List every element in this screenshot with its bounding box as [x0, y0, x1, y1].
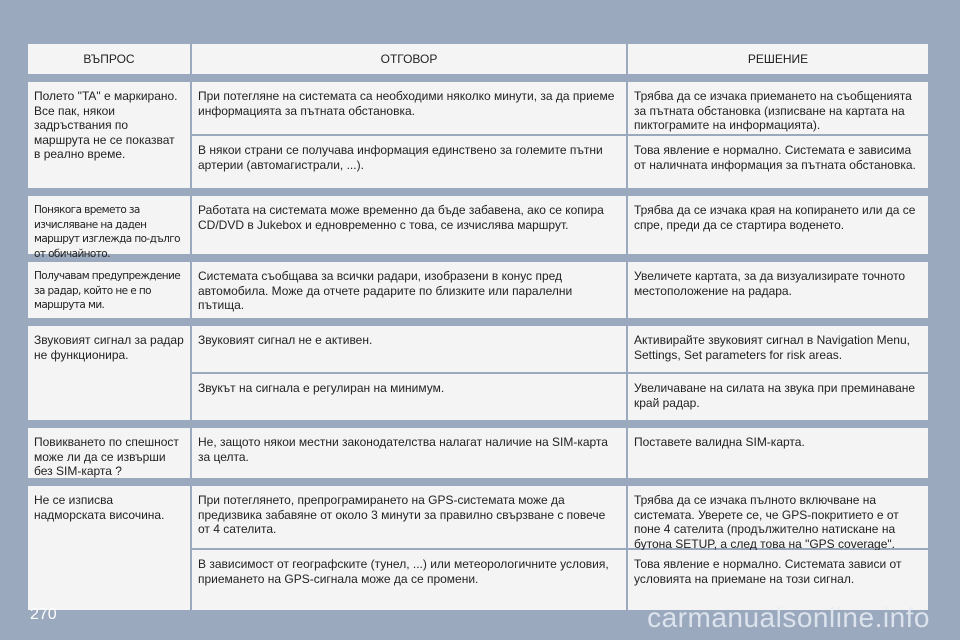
solution-cell: Трябва да се изчака пълното включване на системата. Уверете се, че GPS-покритието е от поне 4 сателита (продължително натискане на бутона SETUP, а след това на "GPS coverage".	[628, 486, 928, 548]
question-cell: Повикването по спешност може ли да се извърши без SIM-карта ?	[28, 428, 190, 478]
page-number: 270	[30, 606, 57, 623]
solution-cell: Активирайте звуковият сигнал в Navigation Menu, Settings, Set parameters for risk areas.	[628, 326, 928, 372]
answer-cell: При потеглянето, препрограмирането на GPS-системата може да предизвика забавяне от около 3 минути за правилно свързване с повече от 4 сателита.	[192, 486, 626, 548]
answer-cell: В зависимост от географските (тунел, ...) или метеорологичните условия, приемането на GPS-сигнала може да се промени.	[192, 550, 626, 610]
header-question: ВЪПРОС	[28, 44, 190, 74]
answer-cell: Системата съобщава за всички радари, изобразени в конус пред автомобила. Може да отчете радарите по близките или паралелни пътища.	[192, 262, 626, 318]
solution-cell: Трябва да се изчака края на копирането или да се спре, преди да се стартира воденето.	[628, 196, 928, 254]
solution-cell: Трябва да се изчака приемането на съобщенията за пътната обстановка (изписване на картата на пиктограмите на информацията).	[628, 82, 928, 134]
question-cell: Не се изписва надморската височина.	[28, 486, 190, 610]
answer-cell: Звуковият сигнал не е активен.	[192, 326, 626, 372]
question-cell: Получавам предупреждение за радар, който не е по маршрута ми.	[28, 262, 190, 318]
solution-cell: Увеличете картата, за да визуализирате точното местоположение на радара.	[628, 262, 928, 318]
answer-cell: Звукът на сигнала е регулиран на минимум.	[192, 374, 626, 420]
solution-cell: Това явление е нормално. Системата е зависима от наличната информация за пътната обстановка.	[628, 136, 928, 188]
watermark: carmanualsonline.info	[647, 602, 930, 633]
answer-cell: При потегляне на системата са необходими няколко минути, за да приеме информацията за пътната обстановка.	[192, 82, 626, 134]
solution-cell: Поставете валидна SIM-карта.	[628, 428, 928, 478]
answer-cell: Не, защото някои местни законодателства налагат наличие на SIM-карта за целта.	[192, 428, 626, 478]
answer-cell: В някои страни се получава информация единствено за големите пътни артерии (автомагистрали, ...).	[192, 136, 626, 188]
header-solution: РЕШЕНИЕ	[628, 44, 928, 74]
troubleshooting-table	[28, 44, 928, 610]
question-cell: Понякога времето за изчисляване на даден маршрут изглежда по-дълго от обичайното.	[28, 196, 190, 254]
header-answer: ОТГОВОР	[192, 44, 626, 74]
solution-cell: Увеличаване на силата на звука при преминаване край радар.	[628, 374, 928, 420]
solution-cell: Това явление е нормално. Системата зависи от условията на приемане на този сигнал.	[628, 550, 928, 610]
question-cell: Полето "TA" е маркирано. Все пак, някои задръствания по маршрута не се показват в реално време.	[28, 82, 190, 188]
question-cell: Звуковият сигнал за радар не функционира.	[28, 326, 190, 420]
answer-cell: Работата на системата може временно да бъде забавена, ако се копира CD/DVD в Jukebox и едновременно с това, се изчислява маршрут.	[192, 196, 626, 254]
